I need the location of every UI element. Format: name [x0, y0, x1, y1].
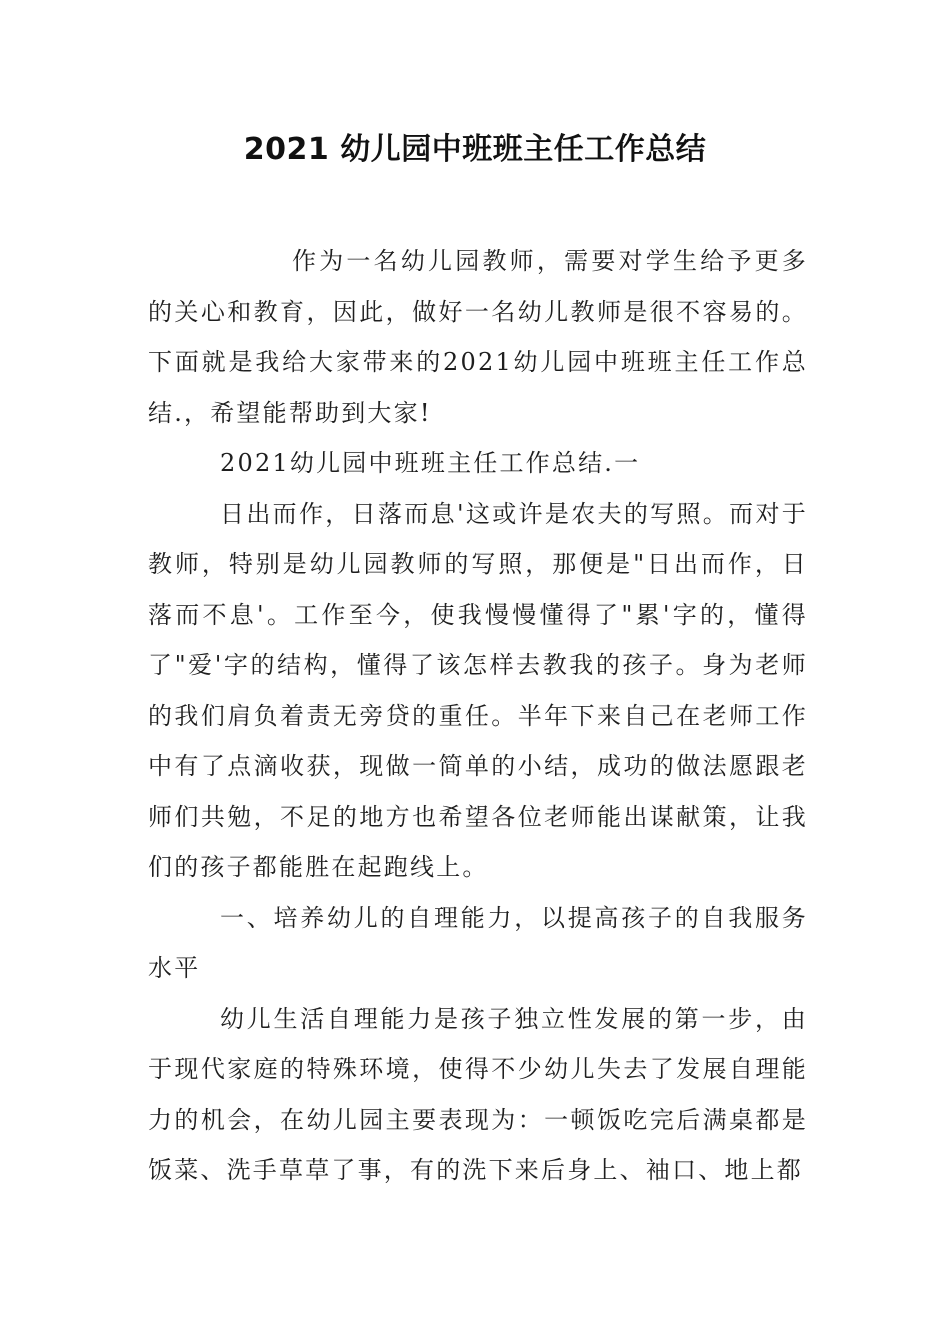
body-paragraph: 幼儿生活自理能力是孩子独立性发展的第一步，由于现代家庭的特殊环境，使得不少幼儿失去了发展自理能力的机会，在幼儿园主要表现为：一顿饭吃完后满桌都是饭菜、洗手草草了事，有的洗下来后身上、袖口、地上都 [148, 1004, 808, 1184]
intro-paragraph: 作为一名幼儿园教师，需要对学生给予更多的关心和教育，因此，做好一名幼儿教师是很不容易的。下面就是我给大家带来的2021幼儿园中班班主任工作总结.，希望能帮助到大家! [148, 247, 808, 427]
document-title: 2021 幼儿园中班班主任工作总结 [243, 132, 707, 167]
document-body [148, 236, 808, 1196]
body-paragraph: 日出而作，日落而息'这或许是农夫的写照。而对于教师，特别是幼儿园教师的写照，那便是"日出而作，日落而不息'。工作至今，使我慢慢懂得了"累'字的，懂得了"爱'字的结构，懂得了该怎样去教我的孩子。身为老师的我们肩负着责无旁贷的重任。半年下来自己在老师工作中有了点滴收获，现做一简单的小结，成功的做法愿跟老师们共勉，不足的地方也希望各位老师能出谋献策，让我们的孩子都能胜在起跑线上。 [148, 499, 808, 881]
subsection-heading: 一、培养幼儿的自理能力，以提高孩子的自我服务水平 [148, 903, 808, 982]
section-heading: 2021幼儿园中班班主任工作总结.一 [220, 449, 641, 477]
